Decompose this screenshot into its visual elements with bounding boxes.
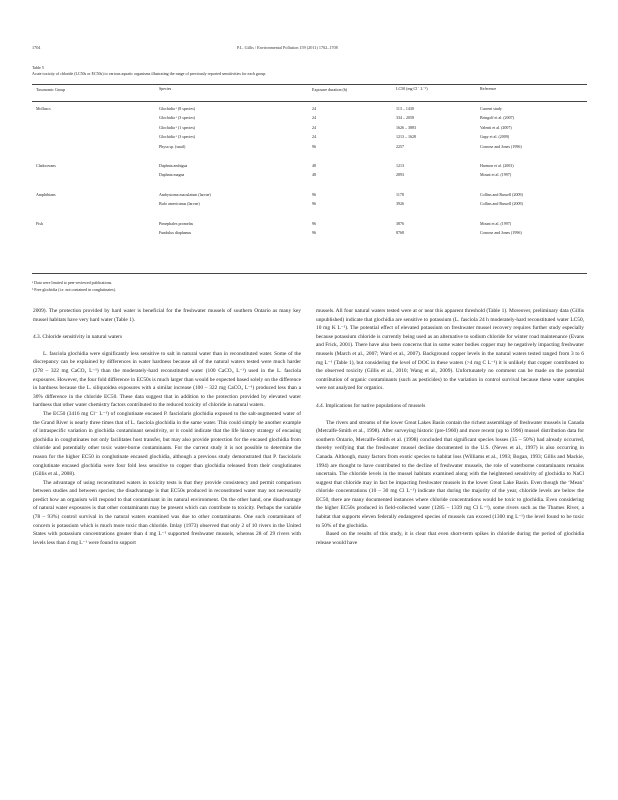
table-row	[32, 144, 587, 152]
cell-exposure: 48	[312, 172, 316, 178]
header-species: Species	[159, 86, 172, 91]
cell-species: Glochidia ᵃ (8 species)	[159, 106, 196, 111]
footnote: ᵃ Data were limited to peer-reviewed publications.	[32, 280, 113, 285]
cell-reference: Mount et al. (1997)	[480, 220, 512, 226]
cell-lc50: 3876	[396, 220, 404, 226]
journal-citation: P.L. Gillis / Environmental Pollution 159 (2011) 1702–1708	[237, 45, 338, 50]
paragraph: Based on the results of this study, it is clear that even short-term spikes in chloride during the period of glochidia release would have	[316, 531, 584, 546]
cell-species: Glochidia ᵃ (1 species)	[159, 124, 196, 130]
paragraph: The rivers and streams of the lower Great Lakes Basin contain the richest assemblage of freshwater mussels in Canada (Metcalfe-Smith et al., 1998). After surveying historic (pre-1960) and more recent (up to 1996) mussel distribution data for southern Ontario, Metcalfe-Smith et al. (1998) concluded that significant species losses (35 – 50%) had already occurred, thereby verifying that the freshwater mussel decline documented in the U.S. (Neves et al., 1997) is also occurring in Canada. Although, many factors from exotic species to habitat loss (Williams et al., 1993; Bogan, 1993; Gillis and Mackie, 1994) are thought to have contributed to the decline of freshwater mussels, the role of waterborne contaminants remains uncertain. The chloride levels in the mussel habitats examined along with the heightened sensitivity of glochidia to NaCl suggest that chloride may in fact be impacting freshwater mussels in the lower Great Lake Basin. Even though the ‘Mean’ chloride concentrations (10 – 30 mg Cl L⁻¹) indicate that during the majority of the year, chloride levels are below the EC50, there are many documented instances where chloride concentrations would be toxic to glochidia. Even considering the higher EC50s produced in field-collected water (1285 – 1339 mg Cl L⁻¹), some rivers such as the Thames River, a habitat that supports eleven federally endangered species of mussels can exceed (1300 mg L⁻¹) the level found to be toxic to 50% of the glochidia.	[316, 419, 584, 529]
cell-exposure: 48	[312, 163, 316, 168]
table-row	[32, 192, 587, 200]
cell-lc50: 1178	[396, 191, 404, 197]
table-label: Table 5	[32, 65, 44, 70]
cell-reference: Collins and Russell (2009)	[480, 191, 523, 197]
cell-exposure: 96	[312, 191, 316, 197]
cell-exposure: 96	[312, 230, 316, 235]
cell-lc50: 2257	[396, 143, 404, 149]
cell-reference: Mount et al. (1997)	[480, 172, 512, 178]
cell-lc50: 1213	[396, 163, 404, 168]
table-row	[32, 201, 587, 209]
cell-lc50: 1213 – 1628	[396, 134, 416, 140]
cell-species: Pimephales promelas	[159, 220, 194, 226]
cell-exposure: 24	[312, 115, 316, 121]
cell-reference: Harmon et al. (2003)	[480, 163, 514, 168]
table-row	[32, 172, 587, 180]
header-lc50: LC50 (mg Cl⁻ L⁻¹)	[396, 86, 428, 91]
cell-reference: Valenti et al. (2007)	[480, 124, 512, 130]
left-column	[33, 307, 301, 547]
page-number: 1704	[32, 45, 41, 50]
cell-exposure: 96	[312, 220, 316, 226]
table-row	[32, 230, 587, 238]
cell-species: Glochidia ᵃ (3 species)	[159, 115, 196, 121]
cell-lc50: 1626 – 3883	[396, 124, 416, 130]
table-row	[32, 115, 587, 123]
cell-exposure: 24	[312, 106, 316, 111]
cell-lc50: 3926	[396, 201, 404, 207]
cell-exposure: 96	[312, 143, 316, 149]
header-reference: Reference	[480, 86, 497, 91]
cell-species: Daphnia ambigua	[159, 163, 188, 168]
table-bottom-rule	[32, 273, 587, 274]
cell-exposure: 96	[312, 201, 316, 207]
cell-group: Molluscs	[36, 106, 51, 111]
right-column	[316, 307, 584, 547]
paragraph: L. fasciola glochidia were significantly less sensitive to salt in natural water than in reconstituted water. Some of the discrepancy can be explained by differences in water hardness because all of the natural waters tested were much harder (278 – 322 mg CaCO₃ L⁻¹) than the moderately-hard reconstituted water (100 CaCO₃ L⁻¹) used in the L. fasciola exposures. However, the four fold difference in EC50s is much larger than would be expected based solely on the difference in hardness because the L. siliquoidea exposures with a similar increase (100 – 322 mg CaCO₃ L⁻¹) produced less than a 30% difference in the chloride EC50. These data suggest that in addition to the protection provided by elevated water hardness that other water chemistry factors contributed to the reduced toxicity of chloride in natural waters.	[33, 350, 301, 409]
paragraph: mussels. All four natural waters tested were at or near this apparent threshold (Table 1). Moreover, preliminary data (Gillis unpublished) indicate that glochidia are sensitive to potassium (L. fasciola 24 h moderately-hard reconstituted water LC50, 10 mg K L⁻¹). The potential effect of elevated potassium on freshwater mussel recovery requires further study especially because potassium chloride is currently being used as an alternative to sodium chloride for winter road maintenance (Evans and Frick, 2001). There have also been concerns that in some water bodies copper may be negatively impacting freshwater mussels (March et al., 2007; Ward et al., 2007). Background copper levels in the natural waters tested ranged from 3 to 6 mg L⁻¹ (Table 1), but considering the level of DOC in these waters (>4 mg C L⁻¹) it is unlikely that copper contributed to the observed toxicity (Gillis et al., 2010; Wang et al., 2009). Unfortunately no comment can be made on the potential contribution of organic contaminants (such as pesticides) to the variation in control survival because these water samples were not analyzed for organics.	[316, 308, 584, 392]
cell-species: Ambystoma maculatum (larvae)	[159, 191, 211, 197]
cell-species: Physa sp. (snail)	[159, 143, 186, 149]
cell-group: Cladocerans	[36, 163, 56, 168]
cell-group: Amphibians	[36, 191, 56, 197]
cell-species: Fundulus diaphanus	[159, 230, 192, 235]
running-head	[32, 45, 586, 55]
table-row	[32, 106, 587, 114]
cell-reference: Collins and Russell (2009)	[480, 201, 523, 207]
header-group: Taxonomic Group	[36, 87, 66, 92]
cell-lc50: 2893	[396, 172, 404, 178]
cell-reference: Current study	[480, 106, 502, 111]
section-heading: 4.4. Implications for native populations of mussels	[316, 402, 426, 409]
paragraph: 2009). The protection provided by hard water is beneficial for the freshwater mussels of southern Ontario as many key mussel habitats have very hard water (Table 1).	[33, 308, 301, 323]
table-row	[32, 221, 587, 229]
cell-lc50: 334 – 2058	[396, 115, 414, 121]
table-row	[32, 125, 587, 133]
cell-lc50: 8768	[396, 230, 404, 235]
table-row	[32, 163, 587, 171]
paragraph: The EC50 (3416 mg Cl⁻ L⁻¹) of conglutinate encased P. fasciolaris glochidia exposed to the salt-augmented water of the Grand River is nearly three times that of L. fasciola glochidia in the same water. This could simply be another example of intraspecific variation in glochidia contaminant sensitivity, or it could indicate that the life history strategy of encasing glochidia in conglutinates not only facilitates host transfer, but may also provide protection for the encased glochidia from chloride and potentially other toxic water-borne contaminants. For the current study it is not possible to determine the reason for the higher EC50 in conglutinate encased glochidia, although a previous study demonstrated that P. fasciolaris conglutinate encased glochidia were four fold less sensitive to copper than glochidia released from their conglutinates (Gillis et al., 2008).	[33, 410, 301, 478]
cell-reference: Bringolf et al. (2007)	[480, 115, 514, 121]
table-caption: Acute toxicity of chloride (LC50s or EC50s) to various aquatic organisms illustrating the range of previously reported sensitivities for each group.	[32, 71, 267, 76]
table-footnotes	[32, 279, 262, 293]
table-header-rule	[32, 101, 587, 102]
cell-lc50: 113 – 1430	[396, 106, 414, 111]
cell-exposure: 24	[312, 134, 316, 140]
table-top-rule	[32, 84, 587, 85]
footnote: ᵇ Free glochidia (i.e. not contained in conglutinates).	[32, 287, 116, 292]
cell-exposure: 24	[312, 124, 316, 130]
cell-species: Daphnia magna	[159, 172, 185, 178]
header-exposure: Exposure duration (h)	[312, 87, 348, 92]
cell-reference: Gapy et al. (2009)	[480, 134, 510, 140]
cell-group: Fish	[36, 220, 43, 226]
cell-species: Glochidia ᵃ (3 species)	[159, 134, 196, 140]
section-heading: 4.3. Chloride sensitivity in natural waters	[33, 334, 123, 341]
table-row	[32, 134, 587, 142]
cell-species: Bufo americanus (larvae)	[159, 201, 200, 207]
cell-reference: Conrose and Jones (1996)	[480, 230, 522, 235]
paragraph: The advantage of using reconstituted waters in toxicity tests is that they provide consistency and permit comparison between studies and between species; the disadvantage is that EC50s produced in reconstituted water may not necessarily predict how an organism will respond to that contaminant in its natural environment. On the other hand, one disadvantage of natural water exposures is that other contaminants may be present which can contribute to toxicity. Perhaps the variable (78 – 93%) control survival in the natural waters examined was due to other contaminants. One such contaminant of concern is potassium which is much more toxic than chloride. Imlay (1973) observed that only 2 of 10 rivers in the United States with potassium concentrations greater than 4 mg L⁻¹ supported freshwater mussels, whereas 28 of 29 rivers with levels less than 4 mg L⁻¹ were found to support	[33, 479, 301, 546]
cell-reference: Conrose and Jones (1996)	[480, 143, 522, 149]
